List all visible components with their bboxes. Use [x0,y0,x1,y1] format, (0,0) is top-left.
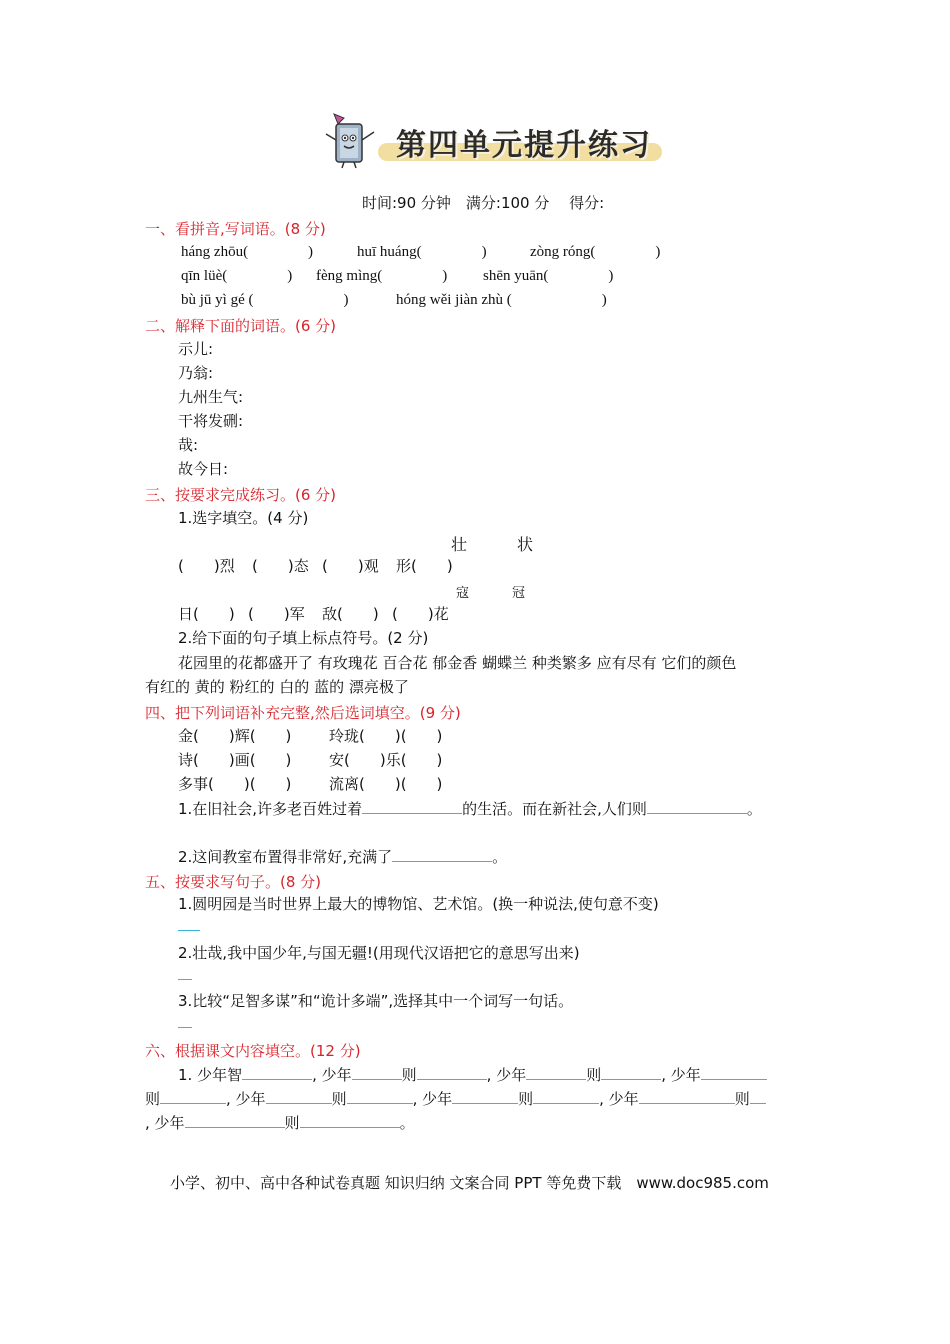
idiom-item: 流离( )( ) [329,775,443,793]
choice-char: 状 [517,535,534,554]
answer-blank[interactable] [300,1113,400,1128]
answer-blank[interactable] [352,1065,402,1080]
pinyin-item: qīn lüè( ) [181,268,293,284]
idiom-item: 多事( )( ) [178,775,292,793]
page-title: 第四单元提升练习 [396,128,652,163]
idiom-item: 金( )辉( ) [178,727,292,745]
recitation-line: 1. 少年智 , 少年 则 , 少年 则 , 少年 [178,1065,767,1084]
answer-blank[interactable] [417,1065,487,1080]
punctuation-sentence: 花园里的花都盛开了 有玫瑰花 百合花 郁金香 蝴蝶兰 种类繁多 应有尽有 它们的颜色 [178,654,737,672]
section-1-title: 一、看拼音,写词语。(8 分) [145,220,326,238]
question-text: 3.比较“足智多谋”和“诡计多端”,选择其中一个词写一句话。 [178,992,574,1010]
pinyin-item: hóng wěi jiàn zhù ( ) [396,292,607,308]
term-item: 故今日: [178,460,229,478]
answer-line[interactable] [178,1027,192,1028]
exam-info: 时间:90 分钟 满分:100 分 得分: [362,194,605,212]
answer-blank[interactable] [639,1089,735,1104]
fill-item: ( )军 [248,605,305,623]
answer-blank[interactable] [362,799,462,814]
fill-item: 形( ) [396,557,453,575]
question-text: 1.圆明园是当时世界上最大的博物馆、艺术馆。(换一种说法,使句意不变) [178,895,659,913]
pinyin-item: zòng róng( ) [530,244,661,260]
section-5-title: 五、按要求写句子。(8 分) [145,873,322,891]
fill-item: 敌( ) [322,605,379,623]
term-item: 哉: [178,436,199,454]
recitation-line: 则 , 少年 则 , 少年 则 , 少年 则 [145,1089,766,1108]
fill-item: ( )观 [322,557,379,575]
answer-blank[interactable] [526,1065,586,1080]
idiom-item: 安( )乐( ) [329,751,443,769]
fill-item: ( )花 [392,605,449,623]
answer-blank[interactable] [533,1089,599,1104]
term-item: 乃翁: [178,364,214,382]
term-item: 示儿: [178,340,214,358]
answer-blank[interactable] [601,1065,661,1080]
fill-item: ( )烈 [178,557,235,575]
book-mascot-icon [320,110,378,170]
answer-blank[interactable] [701,1065,767,1080]
section-4-title: 四、把下列词语补充完整,然后选词填空。(9 分) [145,704,461,722]
answer-blank[interactable] [185,1113,285,1128]
pinyin-item: bù jū yì gé ( ) [181,292,349,308]
recitation-line: , 少年 则 。 [145,1114,415,1132]
term-item: 九州生气: [178,388,244,406]
section-6-title: 六、根据课文内容填空。(12 分) [145,1042,361,1060]
answer-blank[interactable] [242,1065,312,1080]
question-text: 2.给下面的句子填上标点符号。(2 分) [178,629,429,647]
answer-blank[interactable] [452,1089,518,1104]
choice-char: 寇 [456,586,470,601]
fill-item: ( )态 [252,557,309,575]
section-3-title: 三、按要求完成练习。(6 分) [145,486,337,504]
choice-char: 冠 [512,586,526,601]
question-text: 1.选字填空。(4 分) [178,509,309,527]
footer-text: 小学、初中、高中各种试卷真题 知识归纳 文案合同 PPT 等免费下载 www.doc985.com [170,1174,769,1192]
answer-line[interactable] [178,979,192,980]
answer-blank[interactable] [392,847,492,862]
idiom-item: 诗( )画( ) [178,751,292,769]
punctuation-sentence: 有红的 黄的 粉红的 白的 蓝的 漂亮极了 [145,678,409,696]
fill-sentence: 2.这间教室布置得非常好,充满了 。 [178,848,508,866]
section-2-title: 二、解释下面的词语。(6 分) [145,317,337,335]
answer-blank[interactable] [647,799,747,814]
fill-item: 日( ) [178,605,235,623]
answer-blank[interactable] [266,1089,332,1104]
choice-char: 壮 [451,535,468,554]
idiom-item: 玲珑( )( ) [329,727,443,745]
answer-blank[interactable] [750,1089,766,1104]
pinyin-item: háng zhōu( ) [181,244,314,260]
question-text: 2.壮哉,我中国少年,与国无疆!(用现代汉语把它的意思写出来) [178,944,580,962]
pinyin-item: fèng mìng( ) [316,268,448,284]
term-item: 干将发硎: [178,412,244,430]
fill-sentence: 1.在旧社会,许多老百姓过着 的生活。而在新社会,人们则 。 [178,800,762,818]
answer-line[interactable] [178,930,200,931]
pinyin-item: shēn yuān( ) [483,268,614,284]
answer-blank[interactable] [160,1089,226,1104]
answer-blank[interactable] [347,1089,413,1104]
pinyin-item: huī huáng( ) [357,244,487,260]
